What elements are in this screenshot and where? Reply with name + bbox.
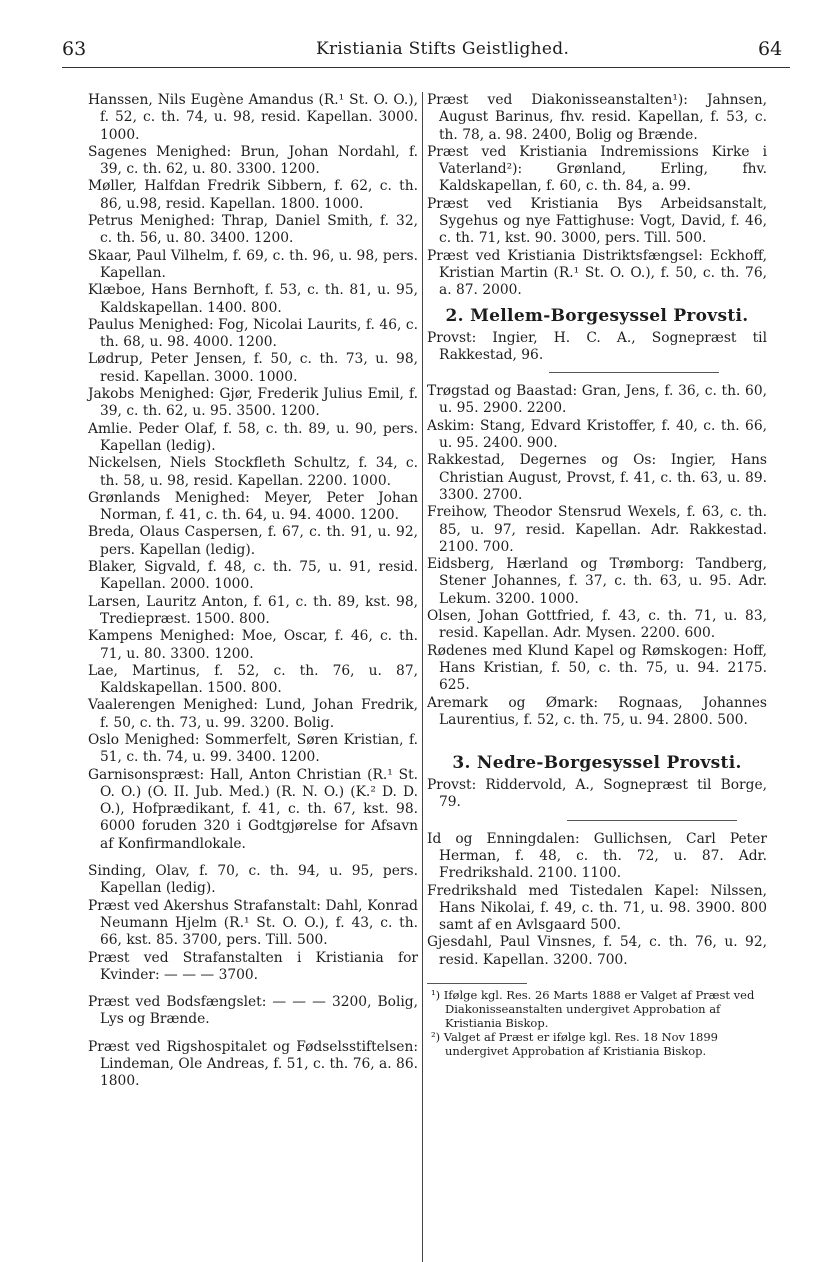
entry: Præst ved Kristiania Indremissions Kirke i Vaterland²): Grønland, Erling, fhv. Kaldskapellan, f. 60, c. th. 84, a. 99. — [427, 143, 767, 195]
entry: Larsen, Lauritz Anton, f. 61, c. th. 89, kst. 98, Trediepræst. 1500. 800. — [88, 593, 418, 627]
entry: Breda, Olaus Caspersen, f. 67, c. th. 91, u. 92, pers. Kapellan (ledig). — [88, 524, 418, 558]
page-number-right: 64 — [758, 38, 783, 60]
entry: Præst ved Diakonisseanstalten¹): Jahnsen, August Barinus, fhv. resid. Kapellan, f. 53, c. th. 78, a. 98. 2400, Bolig og Brænde. — [427, 92, 767, 143]
entry: Præst ved Strafanstalten i Kristiania for Kvinder: — — — 3700. — [88, 949, 418, 983]
entry: Vaalerengen Menighed: Lund, Johan Fredrik, f. 50, c. th. 73, u. 99. 3200. Bolig. — [88, 697, 418, 731]
entry: Freihow, Theodor Stensrud Wexels, f. 63, c. th. 85, u. 97, resid. Kapellan. Adr. Rakkestad. 2100. 700. — [427, 504, 767, 555]
entry: Olsen, Johan Gottfried, f. 43, c. th. 71, u. 83, resid. Kapellan. Adr. Mysen. 2200. 600. — [427, 608, 767, 642]
entry: Præst ved Kristiania Bys Arbeidsanstalt, Sygehus og nye Fattighuse: Vogt, David, f. 46, c. th. 71, kst. 90. 3000, pers. Till. 500. — [427, 195, 767, 247]
entry: Klæboe, Hans Bernhoft, f. 53, c. th. 81, u. 95, Kaldskapellan. 1400. 800. — [88, 282, 418, 316]
entry: Rakkestad, Degernes og Os: Ingier, Hans Christian August, Provst, f. 41, c. th. 63, u. 89. 3300. 2700. — [427, 452, 767, 503]
entry: Hanssen, Nils Eugène Amandus (R.¹ St. O. O.), f. 52, c. th. 74, u. 98, resid. Kapellan. 3000. 1000. — [88, 92, 418, 143]
separator-rule — [567, 820, 737, 821]
entry: Askim: Stang, Edvard Kristoffer, f. 40, c. th. 66, u. 95. 2400. 900. — [427, 417, 767, 452]
column-divider — [422, 92, 423, 1262]
running-title: Kristiania Stifts Geistlighed. — [316, 39, 570, 59]
entry: Nickelsen, Niels Stockfleth Schultz, f. 34, c. th. 58, u. 98, resid. Kapellan. 2200. 1000. — [88, 455, 418, 489]
separator-rule — [549, 372, 719, 373]
entry: Præst ved Akershus Strafanstalt: Dahl, Konrad Neumann Hjelm (R.¹ St. O. O.), f. 43, c. th. 66, kst. 85. 3700, pers. Till. 500. — [88, 897, 418, 949]
header-rule — [62, 67, 790, 68]
entry: Præst ved Rigshospitalet og Fødselsstiftelsen: Lindeman, Ole Andreas, f. 51, c. th. 76, a. 86. 1800. — [88, 1038, 418, 1090]
entry: Eidsberg, Hærland og Trømborg: Tandberg, Stener Johannes, f. 37, c. th. 63, u. 95. Adr. Lekum. 3200. 1000. — [427, 556, 767, 607]
entry: Gjesdahl, Paul Vinsnes, f. 54, c. th. 76, u. 92, resid. Kapellan. 3200. 700. — [427, 934, 767, 968]
entry: Jakobs Menighed: Gjør, Frederik Julius Emil, f. 39, c. th. 62, u. 95. 3500. 1200. — [88, 386, 418, 420]
page-number-left: 63 — [62, 38, 87, 60]
footnote-rule — [427, 983, 527, 984]
entry: Præst ved Bodsfængslet: — — — 3200, Bolig, Lys og Brænde. — [88, 994, 418, 1028]
right-column — [427, 92, 767, 1058]
provost-line: Provst: Ingier, H. C. A., Sognepræst til Rakkestad, 96. — [427, 329, 767, 363]
footnote: ¹) Ifølge kgl. Res. 26 Marts 1888 er Valget af Præst ved Diakonisseanstalten undergivet Approbation af Kristiania Biskop. — [431, 988, 755, 1031]
entry: Aremark og Ømark: Rognaas, Johannes Laurentius, f. 52, c. th. 75, u. 94. 2800. 500. — [427, 694, 767, 728]
entry: Blaker, Sigvald, f. 48, c. th. 75, u. 91, resid. Kapellan. 2000. 1000. — [88, 559, 418, 593]
section-heading: 2. Mellem-Borgesyssel Provsti. — [445, 305, 749, 326]
footnote: ²) Valget af Præst er ifølge kgl. Res. 18 Nov 1899 undergivet Approbation af Kristiania Biskop. — [431, 1030, 718, 1059]
entry: Paulus Menighed: Fog, Nicolai Laurits, f. 46, c. th. 68, u. 98. 4000. 1200. — [88, 316, 418, 351]
entry: Fredrikshald med Tistedalen Kapel: Nilssen, Hans Nikolai, f. 49, c. th. 71, u. 98. 3900. 800 samt af en Avlsgaard 500. — [427, 882, 767, 934]
entry: Trøgstad og Baastad: Gran, Jens, f. 36, c. th. 60, u. 95. 2900. 2200. — [427, 383, 767, 417]
entry: Petrus Menighed: Thrap, Daniel Smith, f. 32, c. th. 56, u. 80. 3400. 1200. — [88, 213, 418, 247]
entry: Oslo Menighed: Sommerfelt, Søren Kristian, f. 51, c. th. 74, u. 99. 3400. 1200. — [88, 731, 418, 766]
entry: Lødrup, Peter Jensen, f. 50, c. th. 73, u. 98, resid. Kapellan. 3000. 1000. — [88, 351, 418, 385]
provost-line: Provst: Riddervold, A., Sognepræst til Borge, 79. — [427, 777, 767, 811]
entry: Møller, Halfdan Fredrik Sibbern, f. 62, c. th. 86, u.98, resid. Kapellan. 1800. 1000. — [88, 178, 418, 212]
entry: Kampens Menighed: Moe, Oscar, f. 46, c. th. 71, u. 80. 3300. 1200. — [88, 628, 418, 662]
entry: Skaar, Paul Vilhelm, f. 69, c. th. 96, u. 98, pers. Kapellan. — [88, 247, 418, 281]
left-column — [88, 92, 418, 1091]
entry: Grønlands Menighed: Meyer, Peter Johan Norman, f. 41, c. th. 64, u. 94. 4000. 1200. — [88, 489, 418, 524]
section-heading: 3. Nedre-Borgesyssel Provsti. — [452, 753, 742, 774]
entry: Sinding, Olav, f. 70, c. th. 94, u. 95, pers. Kapellan (ledig). — [88, 863, 418, 897]
entry: Sagenes Menighed: Brun, Johan Nordahl, f. 39, c. th. 62, u. 80. 3300. 1200. — [88, 143, 418, 178]
entry: Præst ved Kristiania Distriktsfængsel: Eckhoff, Kristian Martin (R.¹ St. O. O.), f. 50, c. th. 76, a. 87. 2000. — [427, 247, 767, 299]
entry: Garnisonspræst: Hall, Anton Christian (R.¹ St. O. O.) (O. II. Jub. Med.) (R. N. O.) (K.² D. D. O.), Hofprædikant, f. 41, c. th. 67, kst. 98. 6000 foruden 320 i Godtgjørelse for Afsavn af Konfirmandlokale. — [88, 766, 418, 852]
entry: Id og Enningdalen: Gullichsen, Carl Peter Herman, f. 48, c. th. 72, u. 87. Adr. Fredrikshald. 2100. 1100. — [427, 830, 767, 882]
entry: Lae, Martinus, f. 52, c. th. 76, u. 87, Kaldskapellan. 1500. 800. — [88, 662, 418, 697]
entry: Rødenes med Klund Kapel og Rømskogen: Hoff, Hans Kristian, f. 50, c. th. 75, u. 94. 2175. 625. — [427, 642, 767, 694]
entry: Amlie. Peder Olaf, f. 58, c. th. 89, u. 90, pers. Kapellan (ledig). — [88, 420, 418, 454]
